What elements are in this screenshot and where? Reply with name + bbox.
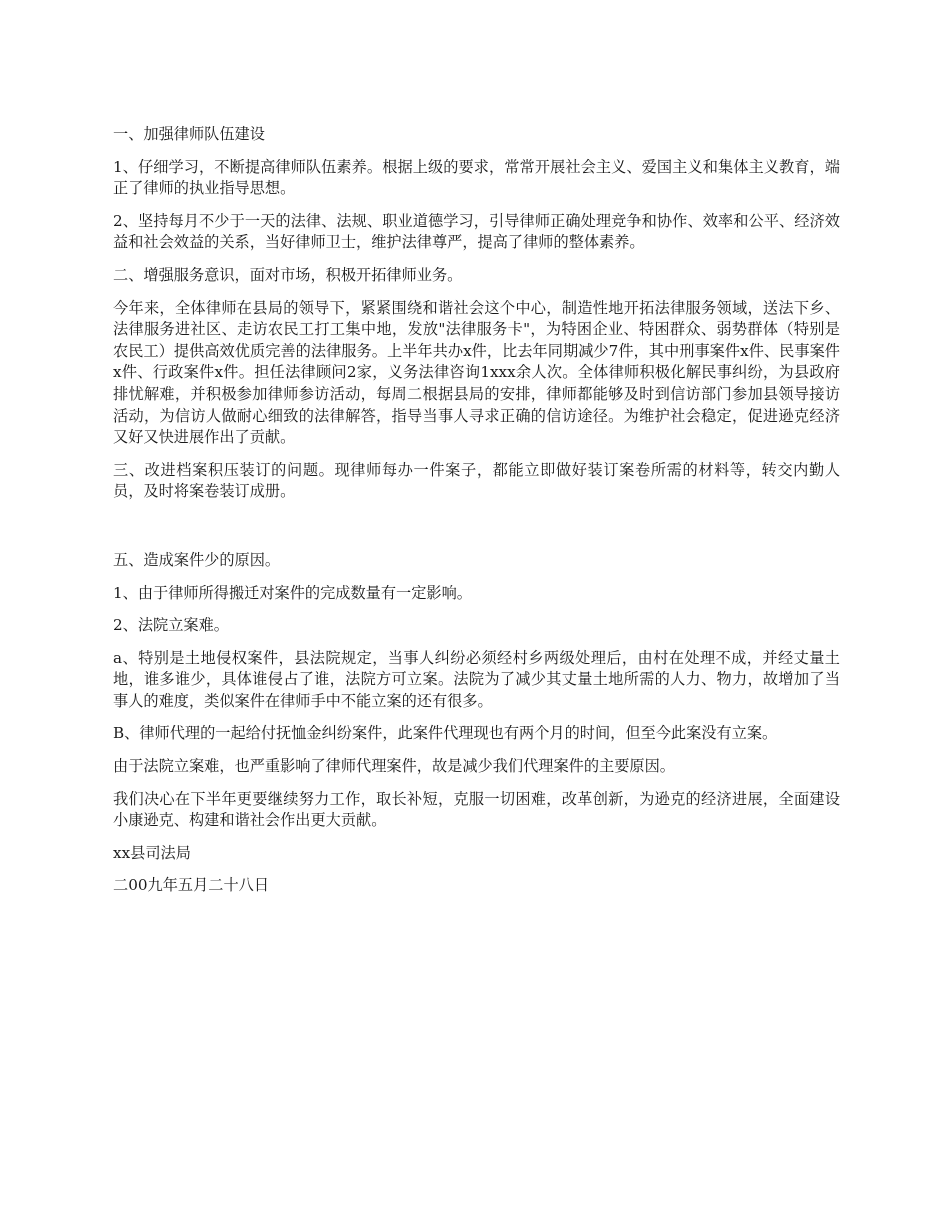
signature-date: 二00九年五月二十八日 — [113, 876, 270, 895]
paragraph-reason-relocation: 1、由于律师所得搬迁对案件的完成数量有一定影响。 — [113, 583, 472, 602]
heading-reasons-few-cases: 五、造成案件少的原因。 — [113, 550, 281, 569]
heading-service-awareness: 二、增强服务意识，面对市场，积极开拓律师业务。 — [113, 265, 463, 284]
paragraph-land-case: a、特别是土地侵权案件，县法院规定，当事人纠纷必须经村乡两级处理后，由村在处理不成，并经丈量土地，谁多谁少，具体谁侵占了谁，法院方可立案。法院为了减少其丈量土地所需的人力、物力，故增加了当事人的难度，类似案件在律师手中不能立案的还有很多。 — [113, 648, 840, 710]
heading-strengthen-lawyer-team: 一、加强律师队伍建设 — [113, 125, 265, 143]
paragraph-reason-filing-difficulty: 2、法院立案难。 — [113, 616, 229, 635]
paragraph-main-reason: 由于法院立案难，也严重影响了律师代理案件，故是减少我们代理案件的主要原因。 — [113, 757, 675, 776]
paragraph-monthly-learning: 2、坚持每月不少于一天的法律、法规、职业道德学习，引导律师正确处理竞争和协作、效率和公平、经济效益和社会效益的关系，当好律师卫士，维护法律尊严，提高了律师的整体素养。 — [113, 211, 840, 252]
paragraph-archive-binding: 三、改进档案积压装订的问题。现律师每办一件案子，都能立即做好装订案卷所需的材料等，转交内勤人员，及时将案卷装订成册。 — [113, 460, 840, 501]
section-gap — [113, 514, 840, 550]
paragraph-study: 1、仔细学习，不断提高律师队伍素养。根据上级的要求，常常开展社会主义、爱国主义和集体主义教育，端正了律师的执业指导思想。 — [113, 157, 840, 198]
paragraph-pension-case: B、律师代理的一起给付抚恤金纠纷案件，此案件代理现也有两个月的时间，但至今此案没有立案。 — [113, 724, 778, 743]
paragraph-resolution: 我们决心在下半年更要继续努力工作，取长补短，克服一切困难，改革创新，为逊克的经济进展，全面建设小康逊克、构建和谐社会作出更大贡献。 — [113, 789, 840, 830]
paragraph-work-summary: 今年来，全体律师在县局的领导下，紧紧围绕和谐社会这个中心，制造性地开拓法律服务领域，送法下乡、法律服务进社区、走访农民工打工集中地，发放"法律服务卡"，为特困企业、特困群众、弱势群体（特别是农民工）提供高效优质完善的法律服务。上半年共办x件，比去年同期减少7件，其中刑事案件x件、民事案件x件、行政案件x件。担任法律顾问2家，义务法律咨询1xxx余人次。全体律师积极化解民事纠纷，为县政府排忧解难，并积极参加律师参访活动，每周二根据县局的安排，律师都能够及时到信访部门参加县领导接访活动，为信访人做耐心细致的法律解答，指导当事人寻求正确的信访途径。为维护社会稳定，促进逊克经济又好又快进展作出了贡献。 — [113, 298, 840, 447]
document-body — [113, 124, 840, 908]
signature-organization: xx县司法局 — [113, 843, 191, 862]
